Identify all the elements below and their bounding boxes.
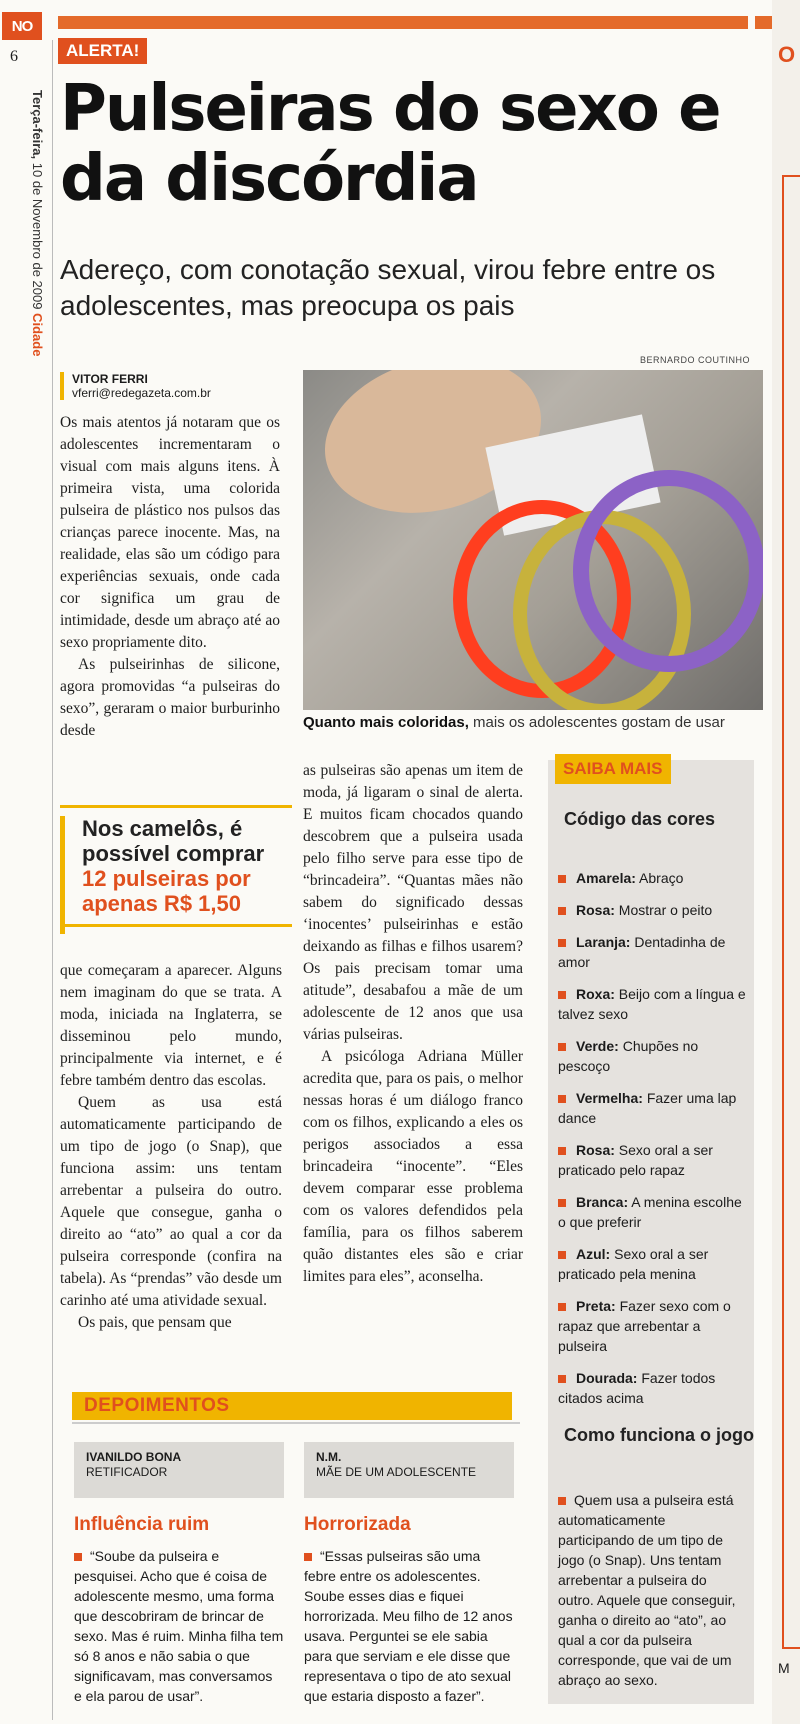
list-item <box>558 1244 748 1284</box>
how-it-works-text <box>558 1490 744 1690</box>
author-name: VITOR FERRI <box>72 372 148 386</box>
testimonial-text <box>74 1546 284 1706</box>
column-2 <box>303 760 523 1288</box>
bullet-icon <box>558 875 566 883</box>
paragraph: Os pais, que pensam que <box>78 1314 232 1331</box>
saiba-mais-box <box>548 760 754 1704</box>
bullet-icon <box>558 1497 566 1505</box>
bullet-icon <box>304 1553 312 1561</box>
color-code-heading: Código das cores <box>564 809 716 829</box>
color-name: Azul: <box>576 1246 611 1262</box>
subheadline: Adereço, com conotação sexual, virou febre entre os adolescentes, mas preocupa os pais <box>60 254 716 321</box>
paragraph: As pulseirinhas de silicone, agora promovidas “a pulseiras do sexo”, geraram o maior burburinho desde <box>60 656 280 739</box>
person-name: N.M. <box>316 1450 342 1464</box>
testimonial-quote: “Soube da pulseira e pesquisei. Acho que é coisa de adolescente mesmo, uma forma que descobriram de brincar de sexo. Mas é ruim. Minha filha tem só 8 anos e não sabia o que significavam, mas conversamos e ela parou de usar”. <box>74 1548 284 1704</box>
color-meaning: Beijo com a língua e talvez sexo <box>558 986 746 1022</box>
how-it-works-body: Quem usa a pulseira está automaticamente participando de um tipo de jogo (o Snap). Uns tentam arrebentar a pulseira do outro. Aquele que conseguir, ganha o direito ao “ato”, ao qual a cor da pulseira corresponde, que vai de um abraço ao sexo. <box>558 1492 736 1688</box>
color-meaning: A menina escolhe o que preferir <box>558 1194 742 1230</box>
page-number: 6 <box>10 48 18 65</box>
author-email: vferri@redegazeta.com.br <box>72 386 211 400</box>
list-item <box>558 932 748 972</box>
testimonial-title: Influência ruim <box>74 1514 210 1535</box>
pull-quote <box>60 805 292 927</box>
edge-bottom-letter: M <box>778 1660 790 1676</box>
bullet-icon <box>74 1553 82 1561</box>
pull-quote-bar <box>60 816 65 934</box>
testimonial-person <box>304 1442 514 1498</box>
bullet-icon <box>558 991 566 999</box>
bullet-icon <box>558 1375 566 1383</box>
list-item <box>558 1088 748 1128</box>
newspaper-logo: NO <box>2 12 42 40</box>
color-meaning: Fazer todos citados acima <box>558 1370 716 1406</box>
list-item <box>558 984 748 1024</box>
testimonial-person <box>74 1442 284 1498</box>
list-item <box>558 1368 748 1408</box>
bullet-icon <box>558 1303 566 1311</box>
color-name: Dourada: <box>576 1370 638 1386</box>
color-meaning: Sexo oral a ser praticado pelo rapaz <box>558 1142 713 1178</box>
paragraph: Quem as usa está automaticamente participando de um tipo de jogo (o Snap), que funciona assim: uns tentam arrebentar a pulseira do outro. Aquele que consegue, ganha o direito ao “ato” ao qual a cor da pulseira corresponde (confira na tabela). As “prendas” vão desde um carinho até uma atividade sexual. <box>60 1094 282 1309</box>
color-meaning: Abraço <box>635 870 684 886</box>
bullet-icon <box>558 1095 566 1103</box>
color-code-list <box>558 868 748 1420</box>
list-item <box>558 900 748 920</box>
bullet-icon <box>558 1147 566 1155</box>
author-byline <box>60 372 211 400</box>
list-item <box>558 1192 748 1232</box>
color-meaning: Mostrar o peito <box>614 902 713 918</box>
section-name: Cidade <box>30 313 45 357</box>
top-rule <box>58 16 748 29</box>
color-meaning: Dentadinha de amor <box>558 934 726 970</box>
person-role: MÃE DE UM ADOLESCENTE <box>316 1465 477 1479</box>
color-name: Verde: <box>576 1038 619 1054</box>
person-name: IVANILDO BONA <box>86 1450 182 1464</box>
caption-text: mais os adolescentes gostam de usar <box>468 714 725 731</box>
paragraph: Os mais atentos já notaram que os adolescentes incrementaram o visual com mais alguns itens. À primeira vista, uma colorida pulseira de plástico nos pulsos das crianças parece inocente. Mas, na realidade, elas são um código para experiências sexuais, onde cada cor significa um grau de intimidade, desde um abraço até ao sexo propriamente dito. <box>60 414 280 651</box>
color-name: Rosa: <box>576 1142 615 1158</box>
bullet-icon <box>558 939 566 947</box>
list-item <box>558 1140 748 1180</box>
edge-frame <box>782 175 800 1649</box>
color-name: Amarela: <box>576 870 636 886</box>
caption-bold: Quanto mais coloridas, <box>303 714 469 731</box>
pull-quote-text <box>82 816 292 916</box>
color-meaning: Chupões no pescoço <box>558 1038 699 1074</box>
bullet-icon <box>558 1043 566 1051</box>
purple-bracelets <box>573 470 763 672</box>
column-1-top <box>60 412 280 742</box>
color-meaning: Fazer uma lap dance <box>558 1090 737 1126</box>
pull-quote-highlight: 12 pulseiras por apenas R$ 1,50 <box>82 866 251 916</box>
margin-divider <box>52 40 53 1720</box>
list-item <box>558 868 748 888</box>
testimonial <box>74 1442 284 1706</box>
color-name: Branca: <box>576 1194 629 1210</box>
bullet-icon <box>558 907 566 915</box>
kicker: ALERTA! <box>58 38 147 64</box>
dateline <box>30 90 45 356</box>
color-name: Preta: <box>576 1298 616 1314</box>
date: 10 de Novembro de 2009 <box>30 162 45 310</box>
testimonial-title: Horrorizada <box>304 1514 411 1535</box>
paragraph: A psicóloga Adriana Müller acredita que, para os pais, o melhor nessas horas é um diálogo franco com os filhos, explicando a eles os perigos associados a essa brincadeira “inocente”. “Eles devem comparar esse problema com os valores defendidos pela família, para os filhos saberem quão distantes eles são e criar limites para eles”, aconselha. <box>303 1048 523 1285</box>
list-item <box>558 1036 748 1076</box>
depoimentos-label: DEPOIMENTOS <box>84 1395 230 1416</box>
list-item <box>558 1296 748 1356</box>
bracelets-photo <box>303 370 763 710</box>
color-meaning: Fazer sexo com o rapaz que arrebentar a pulseira <box>558 1298 731 1354</box>
person-role: RETIFICADOR <box>86 1465 168 1479</box>
color-name: Rosa: <box>576 902 615 918</box>
color-name: Laranja: <box>576 934 631 950</box>
depoimentos-divider <box>72 1422 520 1424</box>
edge-letter: O <box>778 42 796 67</box>
pull-quote-main: Nos camelôs, é possível comprar <box>82 816 265 866</box>
saiba-mais-label: SAIBA MAIS <box>555 754 671 784</box>
bullet-icon <box>558 1251 566 1259</box>
color-name: Vermelha: <box>576 1090 643 1106</box>
headline: Pulseiras do sexo e da discórdia <box>60 72 720 216</box>
how-it-works-heading: Como funciona o jogo <box>564 1425 754 1445</box>
next-page-edge <box>772 0 800 1724</box>
paragraph: que começaram a aparecer. Alguns nem imaginam do que se trata. A moda, iniciada na Inglaterra, se disseminou pelo mundo, principalmente via internet, e é febre também dentro das escolas. <box>60 962 282 1089</box>
paragraph: as pulseiras são apenas um item de moda, já ligaram o sinal de alerta. E muitos ficam chocados quando descobrem que a pulseira usada pelo filho serve para esse tipo de “brincadeira”. “Quantas mães não sabem do significado dessas ‘inocentes’ pulseirinhas e estão deixando as filhas e filhos usarem? Os pais precisam tomar uma atitude”, desabafou a mãe de um adolescente de 12 anos que usa várias pulseiras. <box>303 762 523 1043</box>
column-1-bottom <box>60 960 282 1334</box>
testimonial-text <box>304 1546 514 1706</box>
color-name: Roxa: <box>576 986 615 1002</box>
testimonial <box>304 1442 514 1706</box>
photo-credit: BERNARDO COUTINHO <box>640 355 751 365</box>
weekday: Terça-feira, <box>30 90 45 160</box>
photo-caption <box>303 714 725 731</box>
color-meaning: Sexo oral a ser praticado pela menina <box>558 1246 709 1282</box>
bullet-icon <box>558 1199 566 1207</box>
testimonial-quote: “Essas pulseiras são uma febre entre os adolescentes. Soube esses dias e fiquei horrorizada. Meu filho de 12 anos usava. Perguntei se ele sabia para que serviam e ele disse que representava o tipo de ato sexual que estaria disposto a fazer”. <box>304 1548 513 1704</box>
